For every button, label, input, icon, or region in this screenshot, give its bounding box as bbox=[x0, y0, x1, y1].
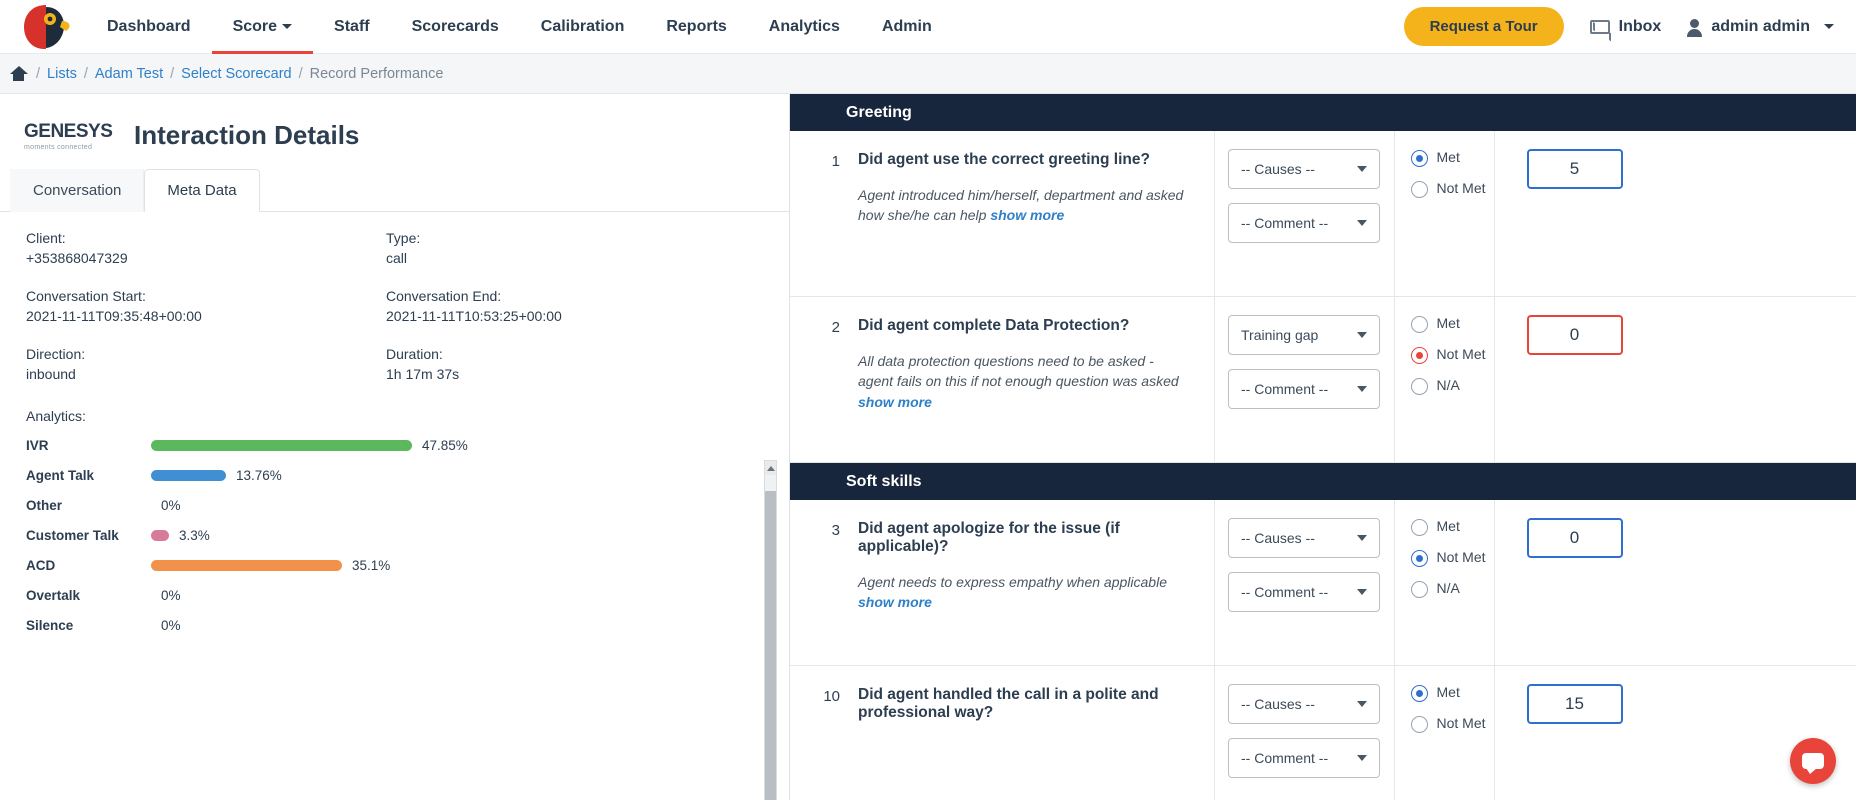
question-selects bbox=[1214, 666, 1394, 800]
radio-icon[interactable] bbox=[1411, 316, 1428, 333]
bar-row-acd bbox=[151, 558, 763, 573]
chevron-down-icon bbox=[1357, 386, 1367, 392]
bar-value: 0% bbox=[161, 618, 181, 633]
bar-label-silence: Silence bbox=[26, 618, 74, 633]
detail-tabs bbox=[0, 169, 789, 212]
show-more-link[interactable]: show more bbox=[858, 393, 932, 410]
question-row bbox=[790, 500, 1856, 666]
option-met[interactable] bbox=[1411, 684, 1494, 702]
bar-label-acd: ACD bbox=[26, 558, 56, 573]
scorecard-panel bbox=[790, 94, 1856, 800]
bar-value: 3.3% bbox=[179, 528, 210, 543]
nav-item-staff[interactable] bbox=[313, 0, 391, 54]
bar-row-ivr bbox=[151, 438, 763, 453]
question-selects bbox=[1214, 500, 1394, 665]
radio-icon[interactable] bbox=[1411, 150, 1428, 167]
score-value[interactable]: 5 bbox=[1527, 149, 1623, 189]
question-text-block bbox=[850, 500, 1214, 665]
bar-fill bbox=[151, 560, 342, 571]
option-label: N/A bbox=[1436, 377, 1460, 393]
nav-item-analytics[interactable] bbox=[748, 0, 861, 54]
breadcrumb-item-adam-test[interactable]: Adam Test bbox=[94, 65, 164, 82]
option-not-met[interactable] bbox=[1411, 346, 1494, 364]
bar-row-agent-talk bbox=[151, 468, 763, 483]
meta-label: Conversation End: bbox=[386, 288, 502, 304]
meta-field-direction bbox=[26, 346, 386, 382]
nav-label: Analytics bbox=[768, 17, 840, 35]
comment-select-value: -- Comment -- bbox=[1241, 750, 1329, 766]
option-label: Met bbox=[1436, 149, 1460, 165]
bar-value: 35.1% bbox=[352, 558, 391, 573]
chevron-down-icon bbox=[1357, 220, 1367, 226]
question-options bbox=[1394, 297, 1494, 462]
user-label: admin admin bbox=[1711, 17, 1810, 35]
question-text-block bbox=[850, 297, 1214, 462]
meta-data-scrollbar[interactable] bbox=[764, 460, 777, 800]
question-score-cell bbox=[1494, 131, 1856, 296]
comment-select-value: -- Comment -- bbox=[1241, 215, 1329, 231]
radio-icon[interactable] bbox=[1411, 581, 1428, 598]
question-score-cell bbox=[1494, 297, 1856, 462]
score-value[interactable]: 15 bbox=[1527, 684, 1623, 724]
nav-item-calibration[interactable] bbox=[520, 0, 646, 54]
question-title: Did agent use the correct greeting line? bbox=[858, 151, 1150, 168]
bar-label-overtalk: Overtalk bbox=[26, 588, 81, 603]
chevron-down-icon bbox=[1357, 166, 1367, 172]
bar-label-other: Other bbox=[26, 498, 63, 513]
causes-select-value: -- Causes -- bbox=[1241, 530, 1315, 546]
top-navigation-bar bbox=[0, 0, 1856, 54]
question-row bbox=[790, 666, 1856, 800]
section-header-greeting: Greeting bbox=[790, 94, 1856, 131]
meta-value: inbound bbox=[26, 366, 76, 382]
nav-item-admin[interactable] bbox=[861, 0, 953, 54]
option-label: Not Met bbox=[1436, 346, 1486, 362]
parrot-logo[interactable] bbox=[22, 5, 68, 49]
meta-value: 2021-11-11T09:35:48+00:00 bbox=[26, 308, 202, 324]
option-met[interactable] bbox=[1411, 518, 1494, 536]
meta-value: 1h 17m 37s bbox=[386, 366, 460, 382]
question-title: Did agent apologize for the issue (if applicable)? bbox=[858, 520, 1120, 555]
bar-value: 0% bbox=[161, 588, 181, 603]
meta-data-body bbox=[0, 212, 789, 772]
bar-value: 13.76% bbox=[236, 468, 282, 483]
scroll-up-arrow-icon[interactable] bbox=[765, 461, 776, 475]
nav-item-reports[interactable] bbox=[645, 0, 747, 54]
option-not-met[interactable] bbox=[1411, 180, 1494, 198]
comment-select[interactable] bbox=[1228, 369, 1380, 409]
meta-label: Type: bbox=[386, 230, 421, 246]
radio-icon[interactable] bbox=[1411, 519, 1428, 536]
question-options bbox=[1394, 131, 1494, 296]
question-description bbox=[858, 185, 1188, 226]
bar-label-agent-talk: Agent Talk bbox=[26, 468, 95, 483]
bar-row-overtalk bbox=[151, 588, 763, 603]
nav-label: Scorecards bbox=[411, 17, 499, 35]
question-title: Did agent handled the call in a polite and professional way? bbox=[858, 686, 1159, 721]
comment-select[interactable] bbox=[1228, 738, 1380, 778]
nav-label: Staff bbox=[334, 17, 370, 35]
bar-label-ivr: IVR bbox=[26, 438, 49, 453]
breadcrumb-item-select-scorecard[interactable]: Select Scorecard bbox=[181, 65, 292, 82]
causes-select[interactable] bbox=[1228, 684, 1380, 724]
meta-field-client bbox=[26, 230, 386, 266]
question-number: 3 bbox=[831, 522, 840, 539]
chat-button[interactable] bbox=[1790, 738, 1836, 784]
chevron-down-icon bbox=[1357, 589, 1367, 595]
meta-label: Duration: bbox=[386, 346, 443, 362]
question-description-text: Agent introduced him/herself, department and asked how she/he can help bbox=[858, 187, 1184, 224]
bar-value: 0% bbox=[161, 498, 181, 513]
breadcrumb-separator: / bbox=[298, 65, 303, 82]
causes-select-value: -- Causes -- bbox=[1241, 161, 1315, 177]
question-number: 2 bbox=[831, 319, 840, 336]
option-label: Not Met bbox=[1436, 715, 1486, 731]
bar-row-other bbox=[151, 498, 763, 513]
breadcrumb-item-record-performance: Record Performance bbox=[309, 65, 444, 82]
score-value[interactable]: 0 bbox=[1527, 518, 1623, 558]
meta-label: Direction: bbox=[26, 346, 86, 362]
radio-icon[interactable] bbox=[1411, 716, 1428, 733]
chat-bubble-icon bbox=[1802, 753, 1824, 769]
causes-select[interactable] bbox=[1228, 518, 1380, 558]
option-label: Not Met bbox=[1436, 180, 1486, 196]
nav-item-scorecards[interactable] bbox=[391, 0, 520, 54]
interaction-details-panel bbox=[0, 94, 790, 800]
bar-row-silence bbox=[151, 618, 763, 633]
nav-item-score[interactable] bbox=[212, 0, 313, 54]
question-options bbox=[1394, 500, 1494, 665]
radio-icon[interactable] bbox=[1411, 550, 1428, 567]
meta-value: 2021-11-11T10:53:25+00:00 bbox=[386, 308, 562, 324]
question-number: 10 bbox=[823, 688, 840, 705]
meta-field-duration bbox=[386, 346, 763, 382]
question-options bbox=[1394, 666, 1494, 800]
bar-fill bbox=[151, 470, 226, 481]
radio-icon[interactable] bbox=[1411, 378, 1428, 395]
nav-label: Admin bbox=[881, 17, 932, 35]
meta-value: call bbox=[386, 250, 408, 266]
nav-label: Score bbox=[232, 17, 278, 35]
question-description-text: Agent needs to express empathy when applicable bbox=[858, 574, 1167, 590]
option-not-met[interactable] bbox=[1411, 715, 1494, 733]
inbox-label: Inbox bbox=[1618, 17, 1662, 35]
breadcrumb-separator: / bbox=[83, 65, 88, 82]
interaction-details-header bbox=[0, 94, 789, 169]
causes-select[interactable] bbox=[1228, 315, 1380, 355]
user-icon bbox=[1687, 19, 1702, 35]
option-na[interactable] bbox=[1411, 377, 1494, 395]
request-tour-button[interactable]: Request a Tour bbox=[1404, 7, 1564, 46]
bar-value: 47.85% bbox=[422, 438, 468, 453]
causes-select-value: -- Causes -- bbox=[1241, 696, 1315, 712]
option-na[interactable] bbox=[1411, 580, 1494, 598]
question-title: Did agent complete Data Protection? bbox=[858, 317, 1130, 334]
comment-select[interactable] bbox=[1228, 203, 1380, 243]
meta-value: +353868047329 bbox=[26, 250, 128, 266]
question-score-cell bbox=[1494, 500, 1856, 665]
meta-field-conversation-start bbox=[26, 288, 386, 324]
radio-icon[interactable] bbox=[1411, 347, 1428, 364]
question-text-block bbox=[850, 131, 1214, 296]
bar-row-customer-talk bbox=[151, 528, 763, 543]
main-content bbox=[0, 94, 1856, 800]
meta-field-type bbox=[386, 230, 763, 266]
meta-data-grid bbox=[26, 230, 763, 382]
analytics-label: Analytics: bbox=[26, 408, 86, 424]
genesys-logo bbox=[24, 121, 120, 151]
question-row bbox=[790, 131, 1856, 297]
envelope-icon bbox=[1590, 20, 1610, 34]
chevron-down-icon bbox=[1357, 535, 1367, 541]
question-text-block bbox=[850, 666, 1214, 800]
user-menu[interactable] bbox=[1687, 18, 1834, 36]
breadcrumb bbox=[0, 54, 1856, 94]
breadcrumb-separator: / bbox=[36, 65, 41, 82]
analytics-bar-chart bbox=[26, 438, 763, 633]
question-selects bbox=[1214, 297, 1394, 462]
score-value[interactable]: 0 bbox=[1527, 315, 1623, 355]
bar-fill bbox=[151, 440, 412, 451]
question-selects bbox=[1214, 131, 1394, 296]
meta-label: Conversation Start: bbox=[26, 288, 146, 304]
home-icon[interactable] bbox=[10, 66, 27, 81]
breadcrumb-item-lists[interactable]: Lists bbox=[47, 65, 77, 82]
option-label: Not Met bbox=[1436, 549, 1486, 565]
question-description bbox=[858, 351, 1188, 412]
bar-label-customer-talk: Customer Talk bbox=[26, 528, 119, 543]
page-title: Interaction Details bbox=[134, 120, 360, 150]
tab-meta-data[interactable]: Meta Data bbox=[144, 169, 259, 212]
genesys-brand-tagline: moments connected bbox=[24, 143, 93, 151]
option-met[interactable] bbox=[1411, 315, 1494, 333]
nav-right-group bbox=[1404, 7, 1834, 46]
nav-label: Calibration bbox=[540, 17, 625, 35]
show-more-link[interactable]: show more bbox=[990, 207, 1065, 224]
nav-label: Dashboard bbox=[107, 17, 191, 35]
option-label: N/A bbox=[1436, 580, 1460, 596]
option-met[interactable] bbox=[1411, 149, 1494, 167]
causes-select-value: Training gap bbox=[1241, 327, 1319, 343]
meta-label: Client: bbox=[26, 230, 66, 246]
question-description bbox=[858, 572, 1188, 613]
tab-conversation[interactable]: Conversation bbox=[10, 169, 144, 212]
inbox-link[interactable] bbox=[1590, 18, 1662, 36]
genesys-brand-text: GENESYS bbox=[24, 120, 113, 142]
option-not-met[interactable] bbox=[1411, 549, 1494, 567]
option-label: Met bbox=[1436, 518, 1460, 534]
section-header-soft-skills: Soft skills bbox=[790, 463, 1856, 500]
causes-select[interactable] bbox=[1228, 149, 1380, 189]
radio-icon[interactable] bbox=[1411, 181, 1428, 198]
option-label: Met bbox=[1436, 315, 1460, 331]
comment-select-value: -- Comment -- bbox=[1241, 584, 1329, 600]
show-more-link[interactable]: show more bbox=[858, 594, 932, 611]
radio-icon[interactable] bbox=[1411, 685, 1428, 702]
question-number: 1 bbox=[831, 153, 840, 170]
meta-field-conversation-end bbox=[386, 288, 763, 324]
comment-select-value: -- Comment -- bbox=[1241, 381, 1329, 397]
chevron-down-icon bbox=[1357, 701, 1367, 707]
breadcrumb-separator: / bbox=[170, 65, 175, 82]
comment-select[interactable] bbox=[1228, 572, 1380, 612]
option-label: Met bbox=[1436, 684, 1460, 700]
nav-label: Reports bbox=[666, 17, 727, 35]
question-row bbox=[790, 297, 1856, 463]
chevron-down-icon bbox=[282, 24, 292, 29]
primary-nav-links bbox=[86, 0, 953, 54]
chevron-down-icon bbox=[1357, 755, 1367, 761]
nav-item-dashboard[interactable] bbox=[86, 0, 212, 54]
bar-fill bbox=[151, 530, 169, 541]
chevron-down-icon bbox=[1824, 24, 1834, 29]
chevron-down-icon bbox=[1357, 332, 1367, 338]
scrollbar-thumb[interactable] bbox=[765, 491, 776, 800]
question-description-text: All data protection questions need to be asked - agent fails on this if not enough question was asked bbox=[858, 353, 1179, 390]
